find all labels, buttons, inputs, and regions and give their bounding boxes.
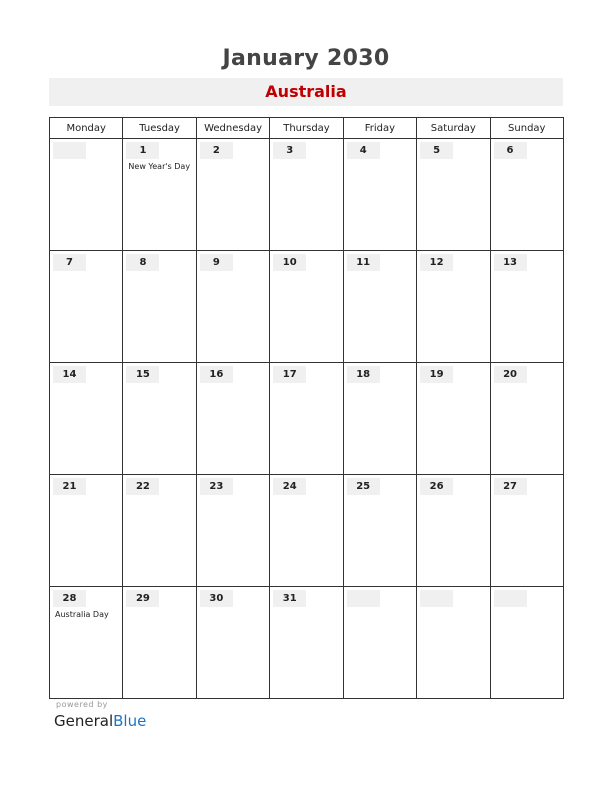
brand-logo[interactable] [54,712,146,730]
day-cell [343,363,416,475]
day-cell [50,139,123,251]
country-name: Australia [265,82,347,101]
day-number: 31 [273,590,306,607]
day-number: 3 [273,142,306,159]
day-cell [417,475,490,587]
day-cell [196,363,269,475]
day-cell [490,587,563,699]
weekday-saturday: Saturday [417,118,490,139]
day-number: 30 [200,590,233,607]
weekday-monday: Monday [50,118,123,139]
holiday-label: New Year's Day [128,162,191,171]
calendar-title: January 2030 [222,46,390,71]
weekday-tuesday: Tuesday [123,118,196,139]
day-cell [490,475,563,587]
day-number: 11 [347,254,380,271]
day-cell [50,587,123,699]
day-cell [50,363,123,475]
day-cell [196,475,269,587]
day-number: 14 [53,366,86,383]
day-cell [343,139,416,251]
day-number [420,590,453,607]
day-cell [270,139,343,251]
day-cell [123,587,196,699]
day-cell [50,475,123,587]
day-cell [417,251,490,363]
day-number: 25 [347,478,380,495]
day-cell [196,587,269,699]
day-number: 28 [53,590,86,607]
day-number: 24 [273,478,306,495]
day-cell [270,587,343,699]
day-cell [490,139,563,251]
day-cell [123,139,196,251]
day-number: 17 [273,366,306,383]
day-number: 22 [126,478,159,495]
day-number: 18 [347,366,380,383]
day-cell [417,587,490,699]
weekday-header-row [50,118,564,139]
weekday-thursday: Thursday [270,118,343,139]
day-number: 10 [273,254,306,271]
brand-general-text: General [54,712,114,730]
day-cell [270,363,343,475]
day-cell [270,475,343,587]
day-cell [270,251,343,363]
day-number: 12 [420,254,453,271]
day-number: 2 [200,142,233,159]
weekday-sunday: Sunday [490,118,563,139]
day-cell [50,251,123,363]
day-cell [343,251,416,363]
day-number: 6 [494,142,527,159]
day-number: 20 [494,366,527,383]
day-number: 7 [53,254,86,271]
day-number: 21 [53,478,86,495]
week-row [50,251,564,363]
brand-blue-text: Blue [113,712,147,730]
calendar-body [50,139,564,699]
day-cell [343,475,416,587]
week-row [50,139,564,251]
weekday-wednesday: Wednesday [196,118,269,139]
day-number: 19 [420,366,453,383]
day-number: 15 [126,366,159,383]
week-row [50,475,564,587]
day-cell [123,363,196,475]
week-row [50,587,564,699]
day-number: 29 [126,590,159,607]
calendar-grid [49,117,564,699]
day-cell [490,251,563,363]
weekday-friday: Friday [343,118,416,139]
day-number: 16 [200,366,233,383]
day-cell [343,587,416,699]
day-cell [123,475,196,587]
day-number [347,590,380,607]
day-number [494,590,527,607]
day-number: 27 [494,478,527,495]
day-number: 13 [494,254,527,271]
day-cell [123,251,196,363]
holiday-label: Australia Day [55,610,109,619]
day-cell [196,139,269,251]
day-number [53,142,86,159]
powered-by-label: powered by [56,700,108,709]
day-number: 4 [347,142,380,159]
day-cell [490,363,563,475]
day-number: 9 [200,254,233,271]
day-number: 5 [420,142,453,159]
day-number: 1 [126,142,159,159]
day-cell [417,139,490,251]
day-cell [196,251,269,363]
day-number: 23 [200,478,233,495]
day-number: 8 [126,254,159,271]
country-banner [49,78,563,106]
day-cell [417,363,490,475]
day-number: 26 [420,478,453,495]
week-row [50,363,564,475]
